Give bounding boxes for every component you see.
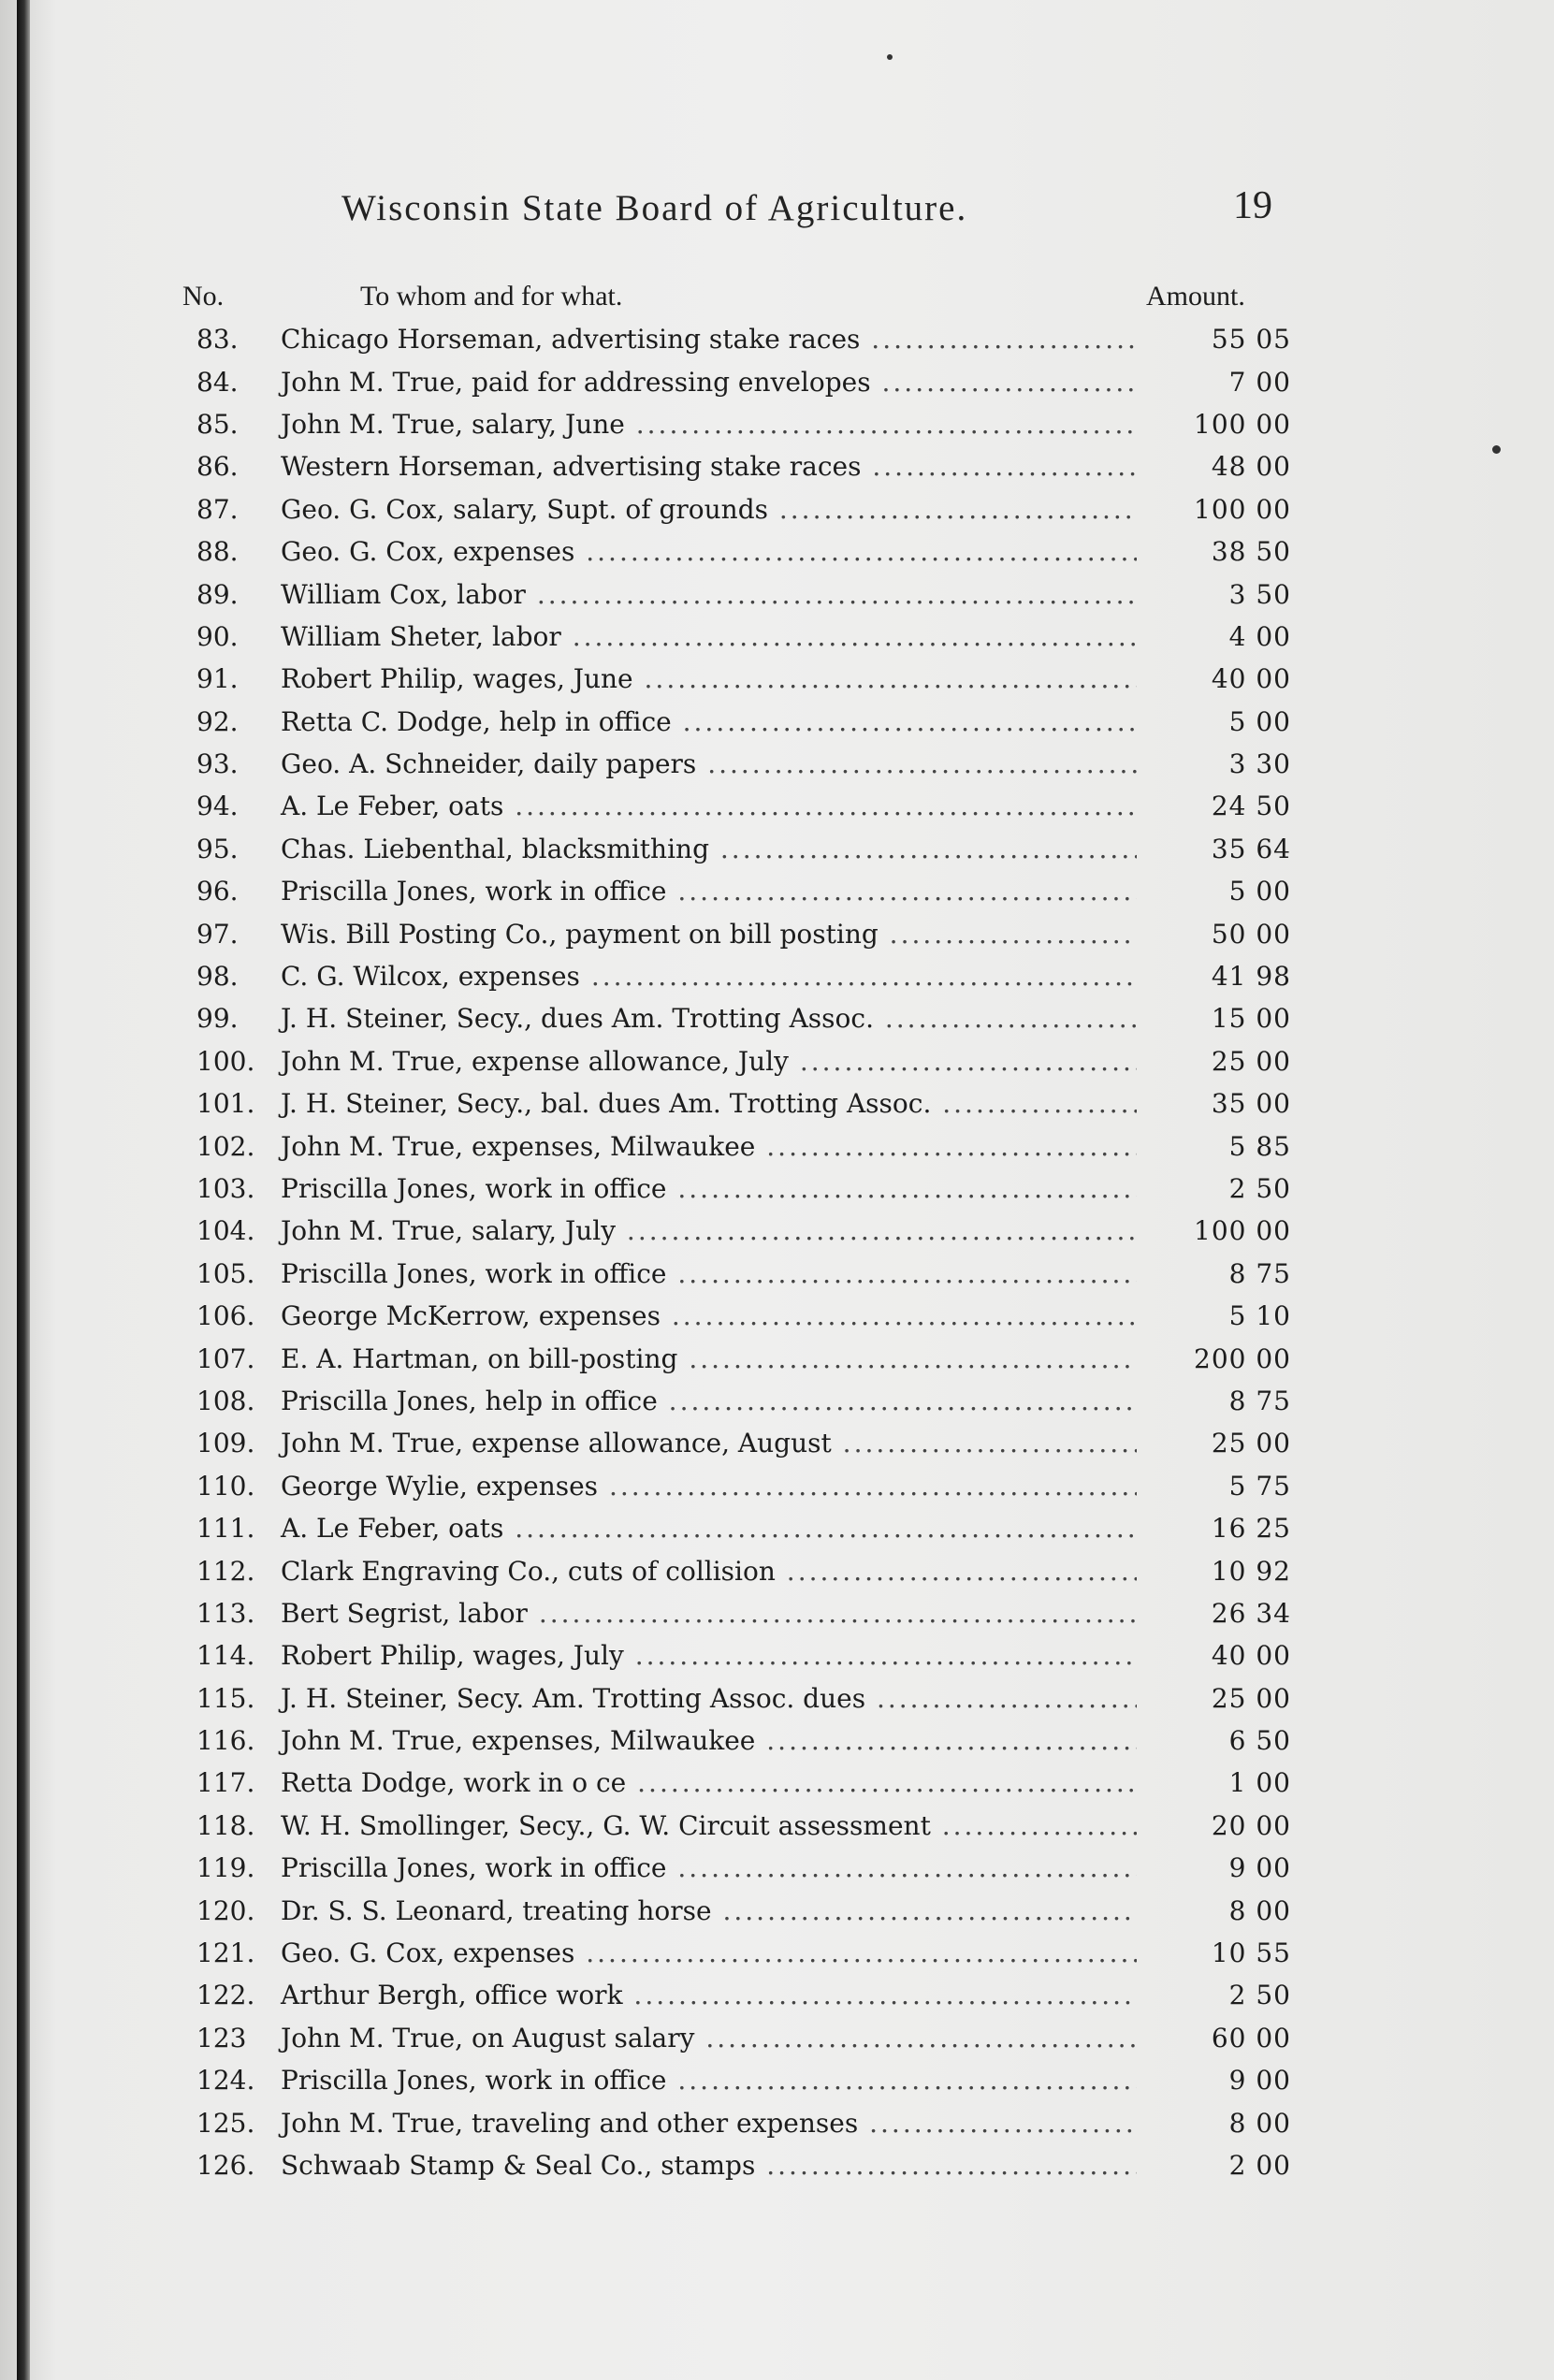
entry-description: John M. True, salary, July .....: [276, 1215, 1137, 1246]
entry-amount: 6 50: [1228, 1725, 1291, 1757]
table-row: [196, 1210, 1319, 1252]
table-row: [196, 573, 1319, 615]
entry-amount: 24 50: [1211, 791, 1291, 822]
table-row: [196, 1125, 1319, 1167]
entry-number: 123: [196, 2022, 247, 2053]
entry-description: Chas. Liebenthal, blacksmithing .....: [276, 834, 1137, 864]
table-row: [196, 360, 1319, 402]
entry-amount: 100 00: [1194, 408, 1291, 440]
entry-number: 120.: [196, 1894, 255, 1926]
entry-description: John M. True, paid for addressing envelopes .....: [276, 367, 1137, 398]
entry-amount: 60 00: [1211, 2022, 1291, 2053]
entry-description: John M. True, salary, June .....: [276, 409, 1137, 440]
entry-amount: 25 00: [1211, 1045, 1291, 1077]
entry-description: Chicago Horseman, advertising stake races .....: [276, 324, 1137, 355]
entry-amount: 48 00: [1211, 451, 1291, 483]
table-row: [196, 488, 1319, 530]
ink-speck: [887, 54, 893, 60]
entry-number: 92.: [196, 705, 239, 737]
table-row: [196, 1082, 1319, 1125]
entry-number: 88.: [196, 536, 239, 568]
table-row: [196, 743, 1319, 785]
entry-number: 118.: [196, 1809, 255, 1841]
entry-amount: 8 75: [1228, 1385, 1291, 1416]
entry-description: Bert Segrist, labor .....: [276, 1598, 1137, 1629]
entry-amount: 3 30: [1228, 748, 1291, 780]
entry-description: A. Le Feber, oats .....: [276, 791, 1137, 821]
entry-description: John M. True, traveling and other expenses .....: [276, 2108, 1137, 2139]
table-row: [196, 1677, 1319, 1720]
table-row: [196, 2059, 1319, 2101]
column-header-amount: Amount.: [1146, 281, 1245, 312]
table-row: [196, 318, 1319, 360]
entry-number: 112.: [196, 1555, 255, 1587]
entry-description: George McKerrow, expenses .....: [276, 1300, 1137, 1331]
entry-number: 83.: [196, 324, 239, 356]
entry-description: John M. True, expenses, Milwaukee .....: [276, 1725, 1137, 1756]
entry-description: John M. True, expense allowance, August .....: [276, 1428, 1137, 1458]
entry-description: Geo. G. Cox, expenses .....: [276, 1937, 1137, 1968]
entry-amount: 2 50: [1228, 1980, 1291, 2011]
entry-amount: 16 25: [1211, 1513, 1291, 1545]
entry-number: 106.: [196, 1300, 255, 1332]
entry-number: 115.: [196, 1682, 255, 1714]
entry-description: Priscilla Jones, work in office .....: [276, 2065, 1137, 2096]
table-row: [196, 828, 1319, 870]
entry-amount: 1 00: [1228, 1767, 1291, 1799]
entry-description: E. A. Hartman, on bill-posting .....: [276, 1343, 1137, 1374]
table-row: [196, 1253, 1319, 1295]
entry-amount: 3 50: [1228, 578, 1291, 610]
entry-amount: 5 85: [1228, 1130, 1291, 1162]
entry-description: Geo. A. Schneider, daily papers .....: [276, 748, 1137, 779]
entry-amount: 10 92: [1211, 1555, 1291, 1587]
entry-number: 94.: [196, 791, 239, 822]
entry-amount: 9 00: [1228, 1852, 1291, 1884]
entry-number: 85.: [196, 408, 239, 440]
entry-amount: 38 50: [1211, 536, 1291, 568]
book-binding-edge: [17, 0, 30, 2380]
entry-amount: 40 00: [1211, 1640, 1291, 1672]
table-row: [196, 403, 1319, 445]
table-row: [196, 1847, 1319, 1889]
entry-number: 101.: [196, 1088, 255, 1120]
entry-amount: 35 00: [1211, 1088, 1291, 1120]
entry-description: Robert Philip, wages, June .....: [276, 663, 1137, 694]
entry-description: Geo. G. Cox, expenses .....: [276, 536, 1137, 567]
table-row: [196, 2017, 1319, 2059]
entry-number: 116.: [196, 1725, 255, 1757]
column-header-number: No.: [182, 281, 225, 312]
entry-number: 111.: [196, 1513, 255, 1545]
entry-amount: 100 00: [1194, 493, 1291, 525]
entry-number: 90.: [196, 620, 239, 652]
entry-number: 96.: [196, 876, 239, 907]
entry-number: 126.: [196, 2149, 255, 2181]
entry-description: John M. True, expense allowance, July .....: [276, 1046, 1137, 1077]
entry-description: Priscilla Jones, work in office .....: [276, 1852, 1137, 1883]
entry-description: Dr. S. S. Leonard, treating horse .....: [276, 1895, 1137, 1926]
entry-description: Wis. Bill Posting Co., payment on bill posting .....: [276, 919, 1137, 950]
table-row: [196, 997, 1319, 1039]
entry-description: George Wylie, expenses .....: [276, 1471, 1137, 1502]
entry-number: 107.: [196, 1342, 255, 1374]
entry-description: John M. True, on August salary .....: [276, 2023, 1137, 2053]
entry-amount: 2 00: [1228, 2149, 1291, 2181]
entry-number: 93.: [196, 748, 239, 780]
entry-amount: 8 00: [1228, 2107, 1291, 2139]
entry-number: 86.: [196, 451, 239, 483]
entry-description: William Cox, labor .....: [276, 579, 1137, 610]
entry-amount: 4 00: [1228, 620, 1291, 652]
table-row: [196, 1805, 1319, 1847]
entry-number: 122.: [196, 1980, 255, 2011]
entry-description: C. G. Wilcox, expenses .....: [276, 961, 1137, 992]
entry-number: 119.: [196, 1852, 255, 1884]
table-row: [196, 1889, 1319, 1931]
entry-description: John M. True, expenses, Milwaukee .....: [276, 1131, 1137, 1162]
entry-amount: 40 00: [1211, 663, 1291, 695]
entry-amount: 20 00: [1211, 1809, 1291, 1841]
entry-amount: 9 00: [1228, 2065, 1291, 2097]
entry-description: Robert Philip, wages, July .....: [276, 1640, 1137, 1671]
table-row: [196, 1720, 1319, 1762]
entry-amount: 15 00: [1211, 1003, 1291, 1035]
table-row: [196, 1974, 1319, 2016]
table-row: [196, 658, 1319, 700]
entry-amount: 35 64: [1211, 833, 1291, 864]
entry-amount: 25 00: [1211, 1428, 1291, 1459]
entry-description: Western Horseman, advertising stake races .....: [276, 451, 1137, 482]
entry-number: 117.: [196, 1767, 255, 1799]
entry-description: Retta Dodge, work in o ce .....: [276, 1767, 1137, 1798]
entry-amount: 5 10: [1228, 1300, 1291, 1332]
entry-number: 125.: [196, 2107, 255, 2139]
entry-number: 91.: [196, 663, 239, 695]
table-row: [196, 1465, 1319, 1507]
entry-description: Priscilla Jones, work in office .....: [276, 876, 1137, 907]
entry-amount: 26 34: [1211, 1597, 1291, 1629]
entry-amount: 100 00: [1194, 1215, 1291, 1247]
table-row: [196, 1168, 1319, 1210]
entry-description: William Sheter, labor .....: [276, 621, 1137, 652]
table-row: [196, 1295, 1319, 1337]
table-row: [196, 1762, 1319, 1804]
entry-description: Priscilla Jones, work in office .....: [276, 1173, 1137, 1204]
table-row: [196, 1634, 1319, 1676]
entry-number: 105.: [196, 1257, 255, 1289]
entry-description: Geo. G. Cox, salary, Supt. of grounds .....: [276, 494, 1137, 525]
table-row: [196, 701, 1319, 743]
entry-number: 87.: [196, 493, 239, 525]
table-row: [196, 1932, 1319, 1974]
table-row: [196, 616, 1319, 658]
entry-number: 89.: [196, 578, 239, 610]
ink-speck: [1492, 445, 1501, 454]
entry-number: 110.: [196, 1470, 255, 1502]
entry-description: J. H. Steiner, Secy. Am. Trotting Assoc. dues .....: [276, 1683, 1137, 1714]
entry-number: 100.: [196, 1045, 255, 1077]
entry-description: W. H. Smollinger, Secy., G. W. Circuit assessment .....: [276, 1810, 1137, 1841]
entry-amount: 2 50: [1228, 1173, 1291, 1204]
entry-amount: 200 00: [1194, 1342, 1291, 1374]
running-head: Wisconsin State Board of Agriculture.: [341, 188, 968, 228]
table-row: [196, 1507, 1319, 1549]
entry-number: 124.: [196, 2065, 255, 2097]
entry-description: Priscilla Jones, work in office .....: [276, 1258, 1137, 1289]
entry-amount: 5 00: [1228, 705, 1291, 737]
table-row: [196, 1592, 1319, 1634]
table-row: [196, 870, 1319, 912]
entry-number: 99.: [196, 1003, 239, 1035]
entry-amount: 41 98: [1211, 961, 1291, 993]
entry-amount: 5 00: [1228, 876, 1291, 907]
entry-amount: 8 75: [1228, 1257, 1291, 1289]
table-row: [196, 912, 1319, 954]
entry-number: 114.: [196, 1640, 255, 1672]
table-row: [196, 1422, 1319, 1464]
entry-amount: 50 00: [1211, 918, 1291, 950]
table-row: [196, 1040, 1319, 1082]
entry-amount: 25 00: [1211, 1682, 1291, 1714]
entry-number: 98.: [196, 961, 239, 993]
table-row: [196, 1337, 1319, 1379]
entry-description: Clark Engraving Co., cuts of collision .....: [276, 1556, 1137, 1587]
entry-amount: 8 00: [1228, 1894, 1291, 1926]
entry-amount: 10 55: [1211, 1937, 1291, 1969]
entry-number: 95.: [196, 833, 239, 864]
entry-description: Priscilla Jones, help in office .....: [276, 1386, 1137, 1416]
entry-description: Schwaab Stamp & Seal Co., stamps .....: [276, 2150, 1137, 2181]
entry-amount: 5 75: [1228, 1470, 1291, 1502]
table-row: [196, 445, 1319, 487]
entry-description: Arthur Bergh, office work .....: [276, 1980, 1137, 2010]
entry-amount: 7 00: [1228, 366, 1291, 398]
ledger-rows: [196, 318, 1319, 2186]
table-row: [196, 1549, 1319, 1591]
column-header-description: To whom and for what.: [360, 281, 623, 312]
table-row: [196, 785, 1319, 827]
table-row: [196, 530, 1319, 573]
table-row: [196, 955, 1319, 997]
entry-number: 84.: [196, 366, 239, 398]
entry-description: Retta C. Dodge, help in office .....: [276, 706, 1137, 737]
entry-number: 113.: [196, 1597, 255, 1629]
entry-number: 104.: [196, 1215, 255, 1247]
entry-number: 108.: [196, 1385, 255, 1416]
entry-number: 103.: [196, 1173, 255, 1204]
entry-amount: 55 05: [1211, 324, 1291, 356]
table-row: [196, 2144, 1319, 2186]
entry-number: 97.: [196, 918, 239, 950]
table-row: [196, 2101, 1319, 2143]
entry-description: J. H. Steiner, Secy., dues Am. Trotting Assoc. .....: [276, 1003, 1137, 1034]
entry-description: J. H. Steiner, Secy., bal. dues Am. Trotting Assoc. .....: [276, 1088, 1137, 1119]
entry-description: A. Le Feber, oats .....: [276, 1513, 1137, 1544]
page-number: 19: [1233, 184, 1272, 227]
entry-number: 109.: [196, 1428, 255, 1459]
table-row: [196, 1380, 1319, 1422]
entry-number: 121.: [196, 1937, 255, 1969]
entry-number: 102.: [196, 1130, 255, 1162]
